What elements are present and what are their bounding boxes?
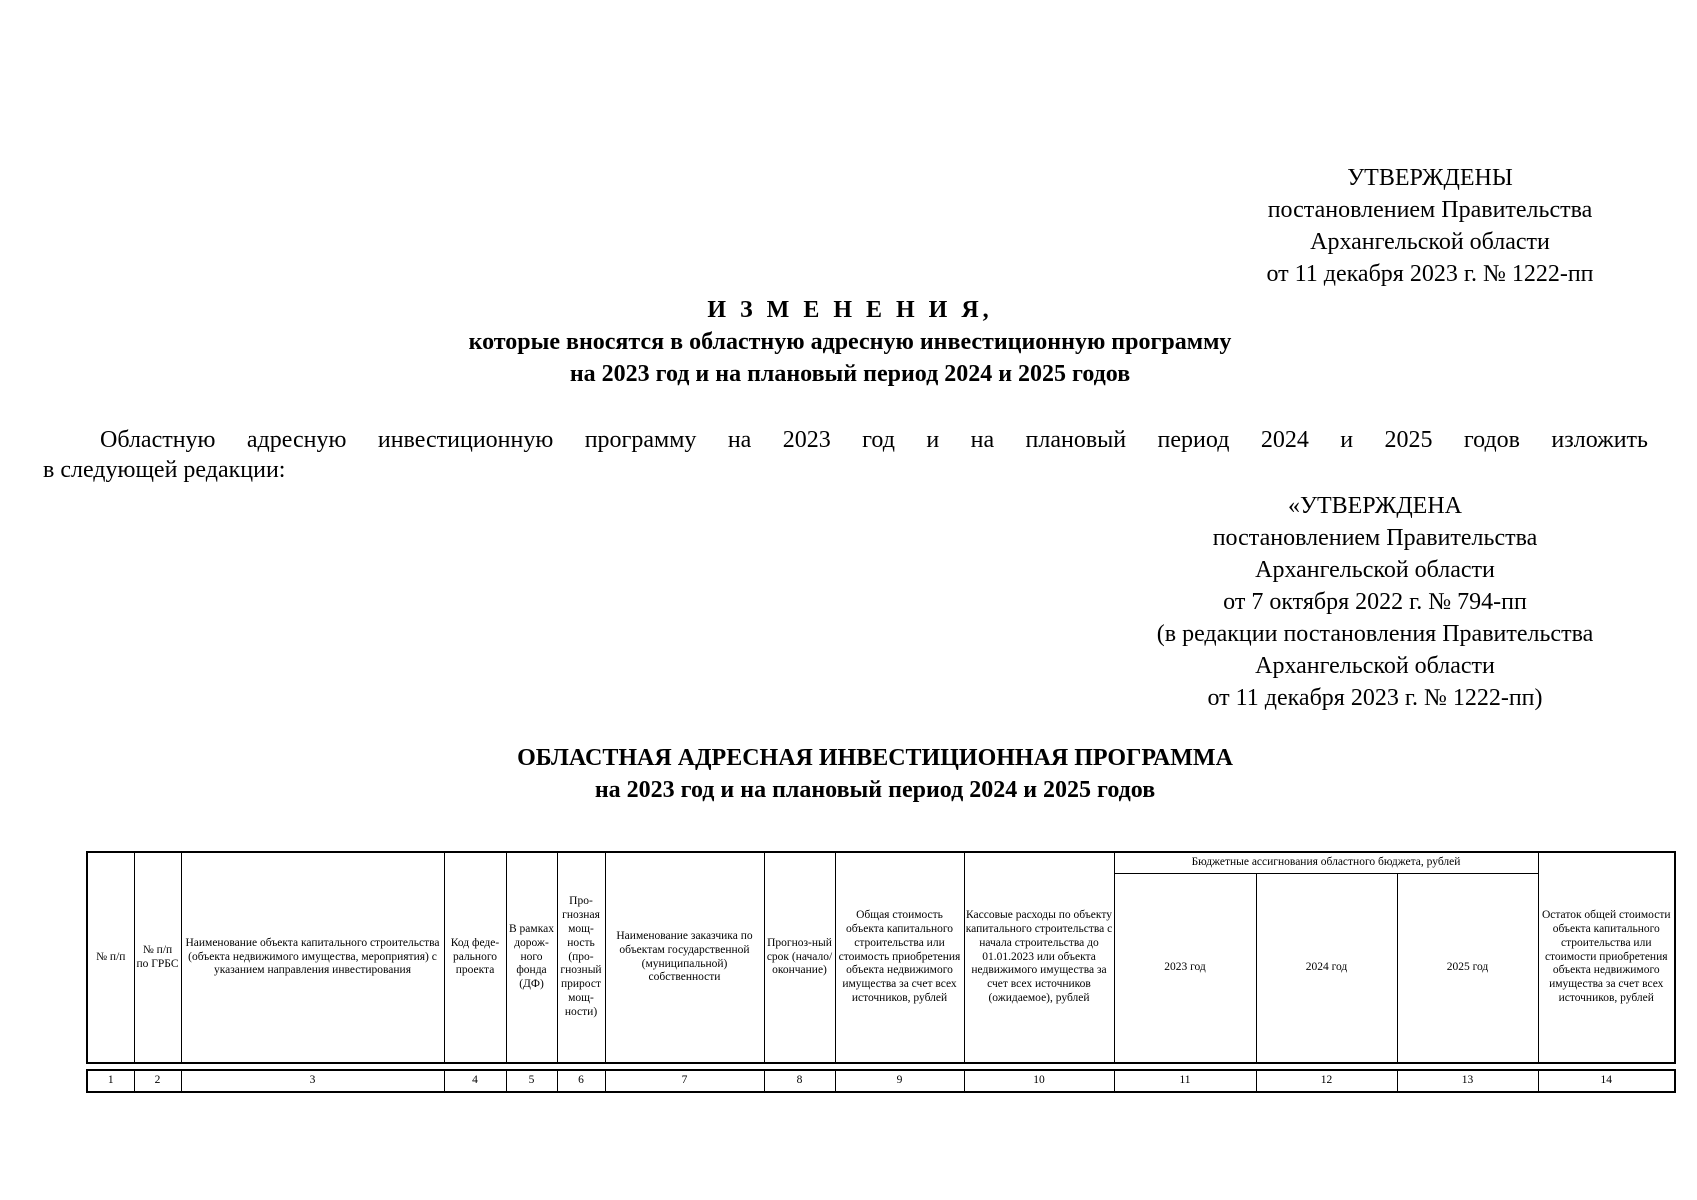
column-number-cell: 13 [1397, 1070, 1538, 1092]
header-cell-customer-name: Наименование заказчика по объектам государственной (муниципальной) собственности [605, 852, 764, 1063]
program-table-header [86, 851, 1676, 1064]
program-title-line-1: ОБЛАСТНАЯ АДРЕСНАЯ ИНВЕСТИЦИОННАЯ ПРОГРАММА [517, 745, 1233, 771]
column-number-cell: 2 [134, 1070, 181, 1092]
header-cell-number: № п/п [87, 852, 134, 1063]
column-number-cell: 11 [1114, 1070, 1256, 1092]
header-cell-object-name: Наименование объекта капитального строительства (объекта недвижимого имущества, мероприятия) с указанием направления инвестирования [181, 852, 444, 1063]
header-cell-cash-expenses: Кассовые расходы по объекту капитального строительства с начала строительства до 01.01.2023 или объекта недвижимого имущества за счет всех источников (ожидаемое), рублей [964, 852, 1114, 1063]
header-cell-year-2025: 2025 год [1397, 874, 1538, 1064]
header-cell-total-cost: Общая стоимость объекта капитального строительства или стоимость приобретения объекта недвижимого имущества за счет всех источников, рублей [835, 852, 964, 1063]
approval-line: постановлением Правительства [1212, 525, 1538, 551]
column-number-cell: 14 [1538, 1070, 1675, 1092]
approval-line: УТВЕРЖДЕНЫ [1347, 165, 1513, 191]
approval-line: Архангельской области [1255, 653, 1495, 679]
header-cell-year-2024: 2024 год [1256, 874, 1397, 1064]
intro-line-2: в следующей редакции: [43, 457, 286, 483]
header-cell-grbs-number: № п/п по ГРБС [134, 852, 181, 1063]
column-number-cell: 8 [764, 1070, 835, 1092]
approval-line: «УТВЕРЖДЕНА [1287, 493, 1463, 519]
approval-stamp-program [1100, 490, 1650, 714]
header-cell-capacity: Про-гнозная мощ-ность (про-гнозный прирост мощ-ности) [557, 852, 605, 1063]
header-cell-road-fund: В рамках дорож-ного фонда (ДФ) [506, 852, 557, 1063]
approval-line: (в редакции постановления Правительства [1156, 621, 1594, 647]
approval-line: от 11 декабря 2023 г. № 1222-пп) [1207, 685, 1543, 711]
column-number-cell: 6 [557, 1070, 605, 1092]
header-cell-forecast-term: Прогноз-ный срок (начало/ окончание) [764, 852, 835, 1063]
approval-stamp-top [1225, 162, 1635, 290]
title-line-2: которые вносятся в областную адресную инвестиционную программу [468, 329, 1232, 355]
approval-line: Архангельской области [1255, 557, 1495, 583]
title-line-3: на 2023 год и на плановый период 2024 и 2025 годов [569, 361, 1131, 387]
program-title-line-2: на 2023 год и на плановый период 2024 и 2025 годов [594, 777, 1156, 803]
approval-line: Архангельской области [1310, 229, 1550, 255]
column-number-cell: 4 [444, 1070, 506, 1092]
column-number-cell: 7 [605, 1070, 764, 1092]
document-title [280, 294, 1420, 390]
header-cell-federal-project-code: Код феде-рального проекта [444, 852, 506, 1063]
approval-line: от 11 декабря 2023 г. № 1222-пп [1266, 261, 1594, 287]
column-number-cell: 12 [1256, 1070, 1397, 1092]
header-cell-year-2023: 2023 год [1114, 874, 1256, 1064]
column-number-cell: 9 [835, 1070, 964, 1092]
approval-line: постановлением Правительства [1267, 197, 1593, 223]
intro-paragraph [43, 425, 1648, 485]
title-line-1: И З М Е Н Е Н И Я, [707, 297, 993, 323]
approval-line: от 7 октября 2022 г. № 794-пп [1223, 589, 1527, 615]
header-cell-budget-group: Бюджетные ассигнования областного бюджета, рублей [1114, 852, 1538, 874]
column-number-cell: 3 [181, 1070, 444, 1092]
program-title [400, 742, 1350, 806]
column-number-cell: 10 [964, 1070, 1114, 1092]
column-number-cell: 5 [506, 1070, 557, 1092]
header-cell-remaining-cost: Остаток общей стоимости объекта капитального строительства или стоимости приобретения объекта недвижимого имущества за счет всех источников, рублей [1538, 852, 1675, 1063]
column-number-cell: 1 [87, 1070, 134, 1092]
intro-line-1: Областную адресную инвестиционную программу на 2023 год и на плановый период 2024 и 2025 годов изложить [100, 427, 1648, 453]
program-table-column-numbers [86, 1069, 1676, 1093]
